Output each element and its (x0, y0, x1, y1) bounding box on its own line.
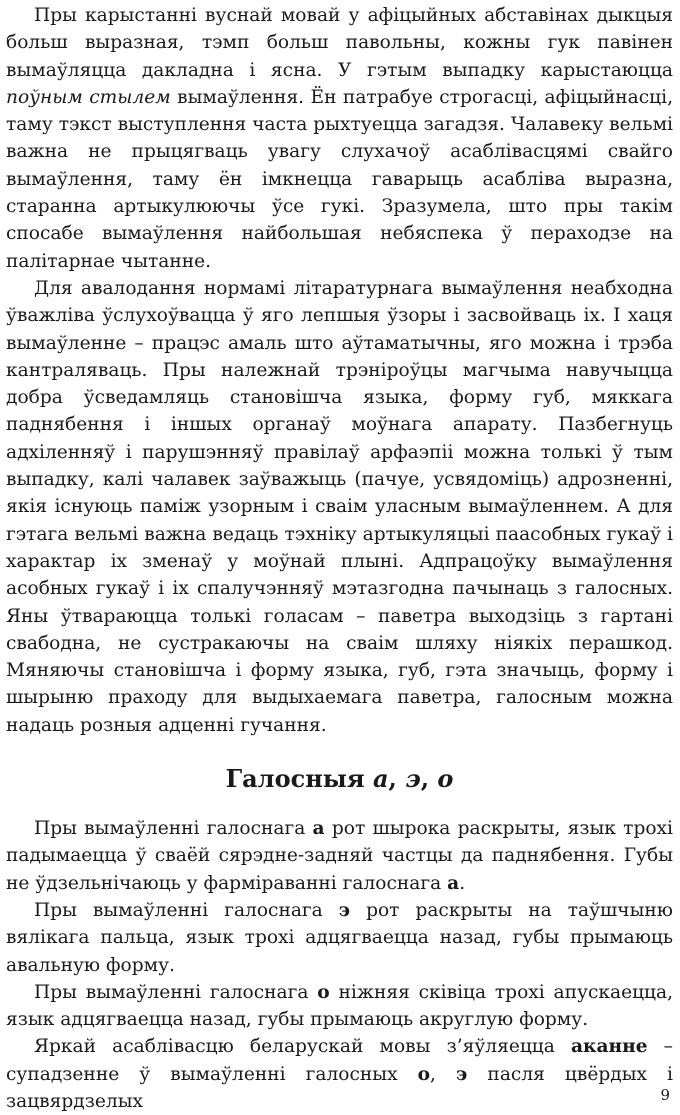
page-number: 9 (660, 1086, 670, 1104)
text-run: вымаўлення. Ён патрабуе строгасці, афіцыйнасці, таму тэкст выступлення часта рыхтуецца загадзя. Чалавеку вельмі важна не прыцягваць увагу слухачоў асаблівасцямі свайго вымаўлення, таму ён імкнецца гаварыць асабліва выразна, старанна артыкулюючы ўсе гукі. Зразумела, што пры такім спосабе вымаўлення найбольшая небяспека ў пераходзе на палітарнае чытанне. (6, 86, 673, 272)
text-run: Яркай асаблівасцю беларускай мовы з’яўляецца (34, 1036, 571, 1058)
text-run: Пры вымаўленні галоснага (34, 818, 313, 840)
heading-vowel-e: э (405, 764, 421, 794)
bold-letter: о (317, 981, 330, 1003)
bold-letter: э (456, 1063, 468, 1085)
heading-vowel-o: о (437, 764, 454, 794)
page-body (6, 2, 673, 1115)
body-text-bottom (6, 815, 673, 1115)
body-text-top (6, 2, 673, 739)
text-run: , (430, 1063, 457, 1085)
heading-separator: , (420, 764, 438, 794)
text-run: Для авалодання нормамі літаратурнага вымаўлення неабходна ўважліва ўслухоўвацца ў яго лепшыя ўзоры і засвойваць іх. І хаця вымаўленне – працэс амаль што аўтаматычны, яго можна і трэба кантраляваць. Пры належнай трэніроўцы магчыма навучыцца добра ўсведамляць становішча языка, форму губ, мяккага паднябення і іншых органаў моўнага апарату. Пазбегнуць адхіленняў і парушэнняў правілаў арфаэпіі можна толькі ў тым выпадку, калі чалавек заўважыць (пачуе, усвядоміць) адрозненні, якія існуюць паміж узорным і сваім уласным вымаўленнем. А для гэтага вельмі важна ведаць тэхніку артыкуляцыі паасобных гукаў і характар іх зменаў у моўнай плыні. Адпрацоўку вымаўлення асобных гукаў і іх спалучэнняў мэтазгодна пачынаць з галосных. Яны ўтвараюцца толькі голасам – паветра выходзіць з гартані свабодна, не сустракаючы на сваім шляху ніякіх перашкод. Мяняючы становішча і форму языка, губ, гэта значыць, форму і шырыню праходу для выдыхаемага паветра, галосным можна надаць розныя адценні гучання. (6, 277, 673, 736)
paragraph-vowel-e (6, 897, 673, 979)
text-run: Пры карыстанні вуснай мовай у афіцыйных абставінах дыкцыя больш выразная, тэмп больш павольны, кожны гук павінен вымаўляцца дакладна і ясна. У гэтым выпадку карыстаюцца (6, 5, 673, 81)
paragraph-1 (6, 2, 673, 275)
bold-letter: а (312, 818, 325, 840)
text-run: – супадзенне ў вымаўленні галосных (6, 1036, 673, 1085)
bold-term: аканне (570, 1036, 648, 1058)
text-run: . (459, 872, 466, 894)
text-run: рот шырока раскрыты, язык трохі падымаецца ў сваёй сярэдне-задняй частцы да паднябення. Губы не ўдзельнічаюць у фарміраванні галоснага (6, 818, 673, 894)
paragraph-2 (6, 275, 673, 739)
paragraph-vowel-o (6, 979, 673, 1034)
bold-letter: э (338, 899, 351, 921)
section-heading (6, 763, 673, 795)
text-run: пасля цвёрдых і зацвярдзелых (6, 1063, 673, 1112)
heading-text: Галосныя (225, 764, 373, 794)
text-run: ніжняя сківіца трохі апускаецца, язык адцягваецца назад, губы прымаюць акруглую форму. (6, 981, 673, 1031)
heading-separator: , (388, 764, 406, 794)
paragraph-vowel-a (6, 815, 673, 897)
italic-term: поўным стылем (6, 86, 171, 108)
bold-letter: о (417, 1063, 431, 1085)
text-run: Пры вымаўленні галоснага (34, 899, 339, 921)
heading-vowel-a: а (372, 764, 389, 794)
bold-letter: а (447, 872, 460, 894)
text-run: рот раскрыты на таўшчыню вялікага пальца, язык трохі адцягваецца назад, губы прымаюць авальную форму. (6, 899, 673, 976)
text-run: Пры вымаўленні галоснага (34, 981, 318, 1003)
paragraph-akanne (6, 1033, 673, 1115)
